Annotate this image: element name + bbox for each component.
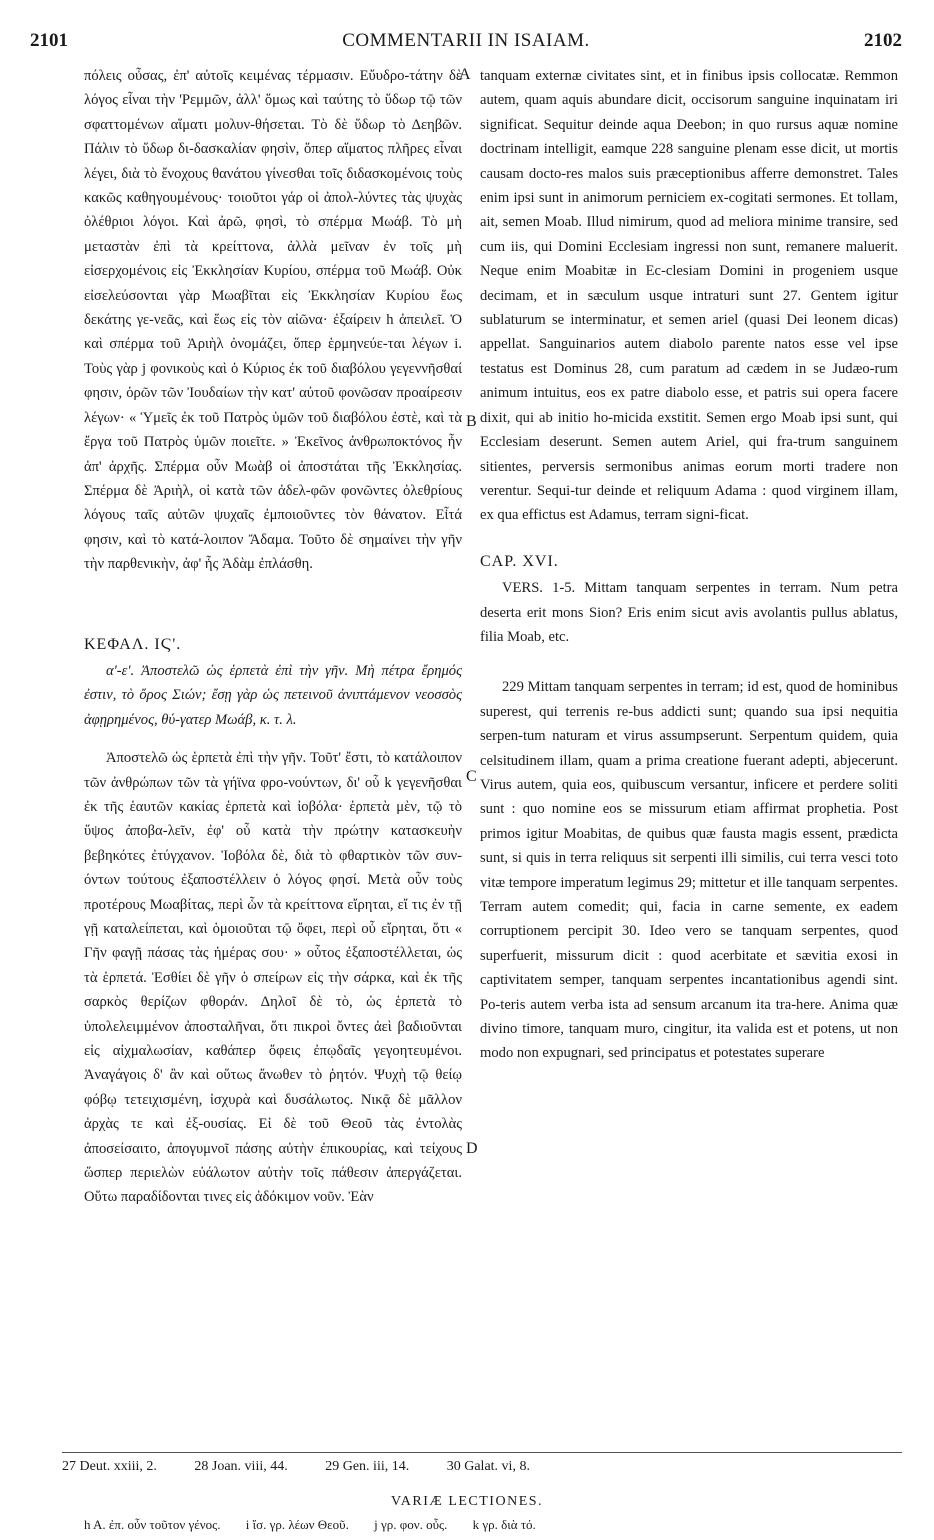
footnote-28: 28 Joan. viii, 44.	[194, 1459, 288, 1474]
greek-paragraph-1: πόλεις οὖσας, ἐπ' αὐτοῖς κειμένας τέρμασιν. Εὔυδρο-τάτην δὲ λόγος εἶναι τὴν 'Ρεμμῶν, ἀλλ' ὅμως καὶ ταύτης τὸ ὕδωρ τῷ τῶν σφαττομένων αἵματι μολυν-θήσεται. Τὸ δὲ ὕδωρ τὸ Δεηβῶν. Πάλιν τὸ ὕδωρ δι-δασκαλίαν φησὶν, ὅπερ αἵματος πλῆρες εἶναι λέγει, διὰ τὸ ἔνοχους θανάτου γίνεσθαι τοῖς διδασκομένοις τοὺς κακῶς καθηγουμένους· τοιοῦτοι γάρ οἱ ἀπολ-λύντες τὰς ψυχὰς ὀλέθριοι λόγοι. Καὶ ἀρῶ, φησὶ, τὸ σπέρμα Μωάβ. Τὸ μὴ μεταστὰν ἐπὶ τὰ κρείττονα, ἀλλὰ μεῖναν ἐν τοῖς μὴ εἰσερχομένοις εἰς Ἐκκλησίαν Κυρίου, σπέρμα τοῦ Μωάβ. Οὐκ εἰσελεύσονται γὰρ Μωαβῖται εἰς Ἐκκλησίαν Κυρίου ἕως δεκάτης γε-νεᾶς, καὶ ἕως εἰς τὸν αἰῶνα· ἐξαίρειν h ἀπειλεῖ. Ὁ καὶ σπέρμα τοῦ Ἀριὴλ ὀνομάζει, ὅπερ ἑρμηνεύε-ται λέγων i. Τοὺς γὰρ j φονικοὺς καὶ ὁ Κύριος ἐκ τοῦ διαβόλου γεγεννῆσθαί φησιν, ὁρῶν τῶν Ἰουδαίων τὴν κατ' αὐτοῦ φονῶσαν προαίρεσιν λέγων· « Ὑμεῖς ἐκ τοῦ Πατρὸς ὑμῶν τοῦ διαβόλου ἐστὲ, καὶ τὰ ἔργα τοῦ Πατρὸς ὑμῶν ποιεῖτε. » Ἐκεῖνος ἀνθρωποκτόνος ἦν ἀπ' ἀρχῆς. Σπέρμα οὖν Μωὰβ οἱ ἀποστάται τῆς Ἐκκλησίας. Σπέρμα δὲ Ἀριὴλ, οἱ κατὰ τῶν ἀδελ-φῶν φονῶντες ὀλεθρίους λόγους ταῖς αὐτῶν ψυχαῖς ἐμποιοῦντες τὸν θάνατον. Εἶτά φησιν, καὶ τὸ κατά-λοιπον Ἄδαμα. Τοῦτο δὲ σημαίνει τὴν γῆν τὴν παρθενικὴν, ἀφ' ἧς Ἀδὰμ ἐπλάσθη.	[84, 68, 462, 573]
footnote-29: 29 Gen. iii, 14.	[325, 1459, 410, 1474]
variant-h: h A. ἐπ. οὖν τοῦτον γένος.	[84, 1517, 221, 1532]
latin-paragraph-1: tanquam externæ civitates sint, et in finibus ipsis collocatæ. Remmon autem, quam aquis abundare dicit, occisorum sanguine inquinatam iri significat. Sequitur deinde aqua Deebon; in quo rursus aquæ nomine doctrinam intelligit, eamque 228 sanguine plenam esse dicit, ut mortis causam docto-res malos suis præceptionibus afferre demonstret. Tales enim ipsi sunt in animorum perniciem ex-cogitati sermones. Et tollam, ait, semen Moab. Illud nimirum, quod ad meliora minime transire, sed cum iis, qui Domini Ecclesiam ingressi non sunt, remanere maluerit. Neque enim Moabitæ in Ec-clesiam Domini in progeniem usque decimam, et in sæculum usque intraturi sunt 27. Gentem igitur sublaturum se interminatur, et semen ariel (quasi Dei leonem dicas) appellat. Sanguinarios autem diabolo parente natos esse vel ipse testatus est Dominus 28, cum paratum ad cædem in se Judæo-rum animum intuitus, eos ex patre diabolo esse, et patris sui opera facere dixit, qui ab initio ho-micida exstitit. Semen ergo Moab ipsi sunt, qui Ecclesiam deserunt. Semen autem Ariel, qui fra-trum sanguinem sitientes, perversis sermonibus animas eorum morti tradere non verentur. Sequi-tur deinde et reliquum Adama : quod virginem illam, ex qua effictus est Adamus, terram signi-ficat.	[480, 68, 898, 524]
margin-letter-c: C	[466, 768, 477, 785]
section-gap	[480, 649, 898, 675]
variant-i: i ἴσ. γρ. λέων Θεοῦ.	[245, 1517, 349, 1532]
footnote-30: 30 Galat. vi, 8.	[446, 1459, 530, 1474]
latin-chapter-title: CAP. XVI.	[480, 552, 559, 570]
variant-k: k γρ. διὰ τό.	[472, 1517, 536, 1532]
greek-chapter-title: ΚΕΦΑΛ. ΙϚ'.	[84, 635, 182, 653]
variae-lectiones	[84, 1517, 902, 1533]
variae-lectiones-heading: VARIÆ LECTIONES.	[390, 1494, 544, 1509]
margin-letter-a: A	[459, 66, 471, 83]
page-number-right: 2102	[864, 30, 902, 51]
footnote-27: 27 Deut. xxiii, 2.	[62, 1459, 157, 1474]
footnotes	[62, 1452, 902, 1475]
greek-verse-lemma: α'-ε'. Ἀποστελῶ ὡς ἑρπετὰ ἐπὶ τὴν γῆν. Μὴ πέτρα ἔρημός ἐστιν, τὸ ὄρος Σιών; ἔσῃ γὰρ ὡς πετεινοῦ ἀνιπτάμενον νεοσσὸς ἀφῃρημένος, θύ-γατερ Μωάβ, κ. τ. λ.	[84, 662, 462, 728]
greek-column	[84, 64, 462, 1210]
latin-paragraph-2: 229 Mittam tanquam serpentes in terram; id est, quod de hominibus superest, qui terrenis re-bus addicti sunt; quando sua ipsi nequitia serpen-tum naturam et virus assumpserunt. Serpentum quidem, quia celsitudinem illam, quam a prima creatione fuerant adepti, abjecerunt. Virus autem, quia eos, quibuscum versantur, inficere et perdere soliti sunt : quo nomine eos se missurum etiam affirmat prophetia. Post primos igitur Moabitas, de quibus quæ fausta magis essent, prædicta sunt, si quis in terra reliquus sit serpenti illi similis, cui terra vesci toto vitæ tempore imperatum legimus 29; mittetur et ille tanquam serpentes. Terram autem comedit; qui, facia in carne semente, ex eadem corruptionem percipit 30. Ideo vero se tanquam serpentes, quod superfuerit, missurum dicit : quod acerbitate et sævitia exosi in captivitatem semper, tanquam serpentes incantationibus agendi sint. Po-teris autem verba ista ad sensum arcanum ita tra-here. Anima quæ divino timore, tanquam muro, cingitur, ita valida est et potens, ut non modo non expugnari, sed principatus et potestates superare	[480, 679, 898, 1062]
running-title: COMMENTARII IN ISAIAM.	[342, 30, 590, 51]
latin-verse-lemma: VERS. 1-5. Mittam tanquam serpentes in terram. Num petra deserta erit mons Sion? Eris enim sicut avis avolantis pullus ablatus, filia Moab, etc.	[480, 580, 898, 645]
section-gap	[84, 732, 462, 746]
section-gap	[84, 577, 462, 611]
margin-letter-d: D	[466, 1140, 478, 1157]
running-header	[30, 26, 902, 58]
variant-j: j γρ. φον. οὖς.	[374, 1517, 448, 1532]
greek-paragraph-2: Ἀποστελῶ ὡς ἑρπετὰ ἐπὶ τὴν γῆν. Τοῦτ' ἔστι, τὸ κατάλοιπον τῶν ἀνθρώπων τῶν τὰ γήϊνα φρο-νούντων, δι' οὗ k γεγενῆσθαι ἐκ τῆς ἑαυτῶν κακίας ἑρπετὰ καὶ ἰοβόλα· ἑρπετὰ μὲν, τῷ τὸ ὕψος ἀποβα-λεῖν, ἐφ' οὗ κατὰ τὴν πρώτην κατασκευὴν βεβηκότες ἐτύγχανον. Ἰοβόλα δὲ, διὰ τὸ φθαρτικὸν τῶν συν-όντων τούτους ἐξαποστέλλειν ὁ λόγος φησί. Μετὰ οὖν τοὺς προτέρους Μωαβίτας, περὶ ὧν τὰ κρείττονα εἴρηται, εἴ τις ἐν τῇ γῇ καταλείπεται, καὶ ὁμοιοῦται τῷ ὄφει, περὶ οὗ εἴρηται, ὅτι « Γῆν φαγῇ πάσας τὰς ἡμέρας σου· » οὗτος ἐξαποστέλλεται, ὡς τὰ ἑρπετά. Ἐσθίει δὲ γῆν ὁ σπείρων εἰς τὴν σάρκα, καὶ ἐκ τῆς σαρκὸς θερίζων φθοράν. Δηλοῖ δὲ τὸ, ὡς ἑρπετὰ τὸ ὑπολελειμμένον ἀποσταλῆναι, ὅτι πικροὶ ὄντες ἀεὶ βαδιοῦνται εἰς αἰχμαλωσίαν, καθάπερ ὄφεις ἐπῳδαῖς γεγοητευμένοι. Ἀναγάγοις δ' ἂν καὶ οὕτως ἄνωθεν τὸ ῥητόν. Ψυχὴ τῷ θείῳ φόβῳ τετειχισμένη, ἰσχυρὰ καὶ δυσάλωτος. Νικᾷ δὲ μᾶλλον ἀρχὰς τε καὶ ἐξ-ουσίας. Εἰ δὲ τοῦ Θεοῦ τὰς ἐντολὰς ἀποσείσαιτο, ἀπογυμνοῖ πάσης αὐτὴν ἐπικουρίας, καὶ τείχους ὥσπερ περιελὼν εὐάλωτον αὐτὴν τοῖς πάθεσιν ἀπεργάζεται. Οὕτω παραδίδονται τινες εἰς ἀδόκιμον νοῦν. Ἐὰν	[84, 750, 462, 1206]
latin-column	[480, 64, 898, 1066]
margin-letter-b: B	[466, 413, 477, 430]
page-number-left: 2101	[30, 30, 68, 51]
